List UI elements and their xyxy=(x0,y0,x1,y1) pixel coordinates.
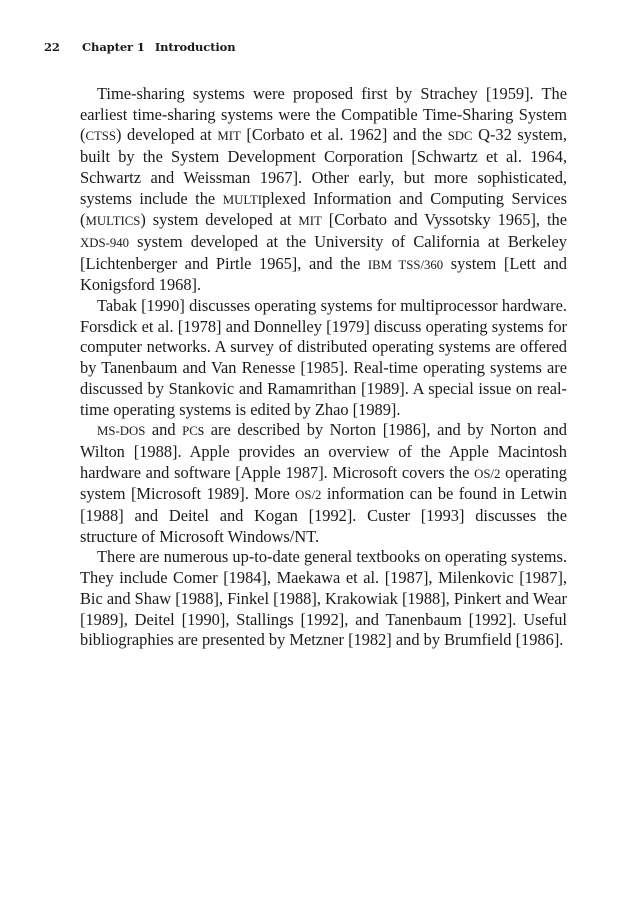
small-caps-term: MIT xyxy=(298,214,322,229)
text-run: system [Lett and Konigsford 1968]. xyxy=(80,253,568,295)
text-run: Tabak [1990] discusses operating systems for multiprocessor hardware. Forsdick et al. [1978] and Donnelley [1979] discuss operating systems for computer networks. A survey of distributed operating systems are offered by Tanenbaum and Van Renesse [1985]. Real-time operating systems are discussed by Stankovic and Ramamrithan [1989]. A special issue on real-time operating systems is edited by Zhao [1989]. xyxy=(80,296,567,419)
text-run: [Corbato and Vyssotsky 1965], the xyxy=(321,210,567,230)
small-caps-term: MS-DOS xyxy=(97,424,146,439)
small-caps-term: SDC xyxy=(447,129,473,144)
paragraph-msdos xyxy=(80,420,567,547)
small-caps-term: OS/2 xyxy=(474,466,501,481)
small-caps-term: OS/2 xyxy=(295,488,322,503)
paragraph-textbooks xyxy=(80,547,567,651)
small-caps-term: MULTI xyxy=(222,192,263,207)
text-run: There are numerous up-to-date general textbooks on operating systems. They include Comer [1984], Maekawa et al. [1987], Milenkovic [1987], Bic and Shaw [1988], Finkel [1988], Krakowiak [1988], Pinkert and Wear [1989], Deitel [1990], Stallings [1992], and Tanenbaum [1992]. Useful bibliographies are presented by Metzner [1982] and by Brumfield [1986]. xyxy=(80,547,567,650)
running-header xyxy=(44,40,564,54)
text-run: ) system developed at xyxy=(140,210,299,230)
text-run: information can be found in Letwin [1988] and Deitel and Kogan [1992]. Custer [1993] discusses the structure of Microsoft Windows/NT. xyxy=(80,484,567,546)
text-run: and xyxy=(145,420,183,440)
text-run: s are described by Norton [1986], and by Norton and Wilton [1988]. Apple provides an overview of the Apple Macintosh hardware and software [Apple 1987]. Microsoft covers the xyxy=(80,420,567,482)
small-caps-term: XDS-940 xyxy=(80,235,129,250)
text-run: system developed at the University of California at Berkeley [Lichtenberger and Pirtle 1965], and the xyxy=(80,231,567,273)
small-caps-term: MULTICS xyxy=(85,214,141,229)
chapter-label: Chapter 1 xyxy=(82,40,145,54)
page-number: 22 xyxy=(44,40,60,54)
small-caps-term: PC xyxy=(182,424,198,439)
chapter-title: Introduction xyxy=(154,40,236,54)
text-run: Time-sharing systems were proposed first by Strachey [1959]. The earliest time-sharing systems were the Compatible Time-Sharing System ( xyxy=(80,84,567,145)
small-caps-term: MIT xyxy=(217,129,241,144)
text-run: plexed Information and Computing Services ( xyxy=(80,188,567,230)
text-run: [Corbato et al. 1962] and the xyxy=(240,125,448,145)
text-run: Q-32 system, built by the System Development Corporation [Schwartz et al. 1964, Schwartz and Weissman 1967]. Other early, but more sophisticated, systems include the xyxy=(80,125,567,208)
text-run: ) developed at xyxy=(116,125,218,145)
paragraph-ctss xyxy=(80,84,567,296)
paragraph-multiprocessor xyxy=(80,296,567,420)
text-run: operating system [Microsoft 1989]. More xyxy=(80,462,567,504)
body-text xyxy=(80,84,567,651)
small-caps-term: IBM TSS/360 xyxy=(367,257,444,272)
small-caps-term: CTSS xyxy=(85,129,117,144)
